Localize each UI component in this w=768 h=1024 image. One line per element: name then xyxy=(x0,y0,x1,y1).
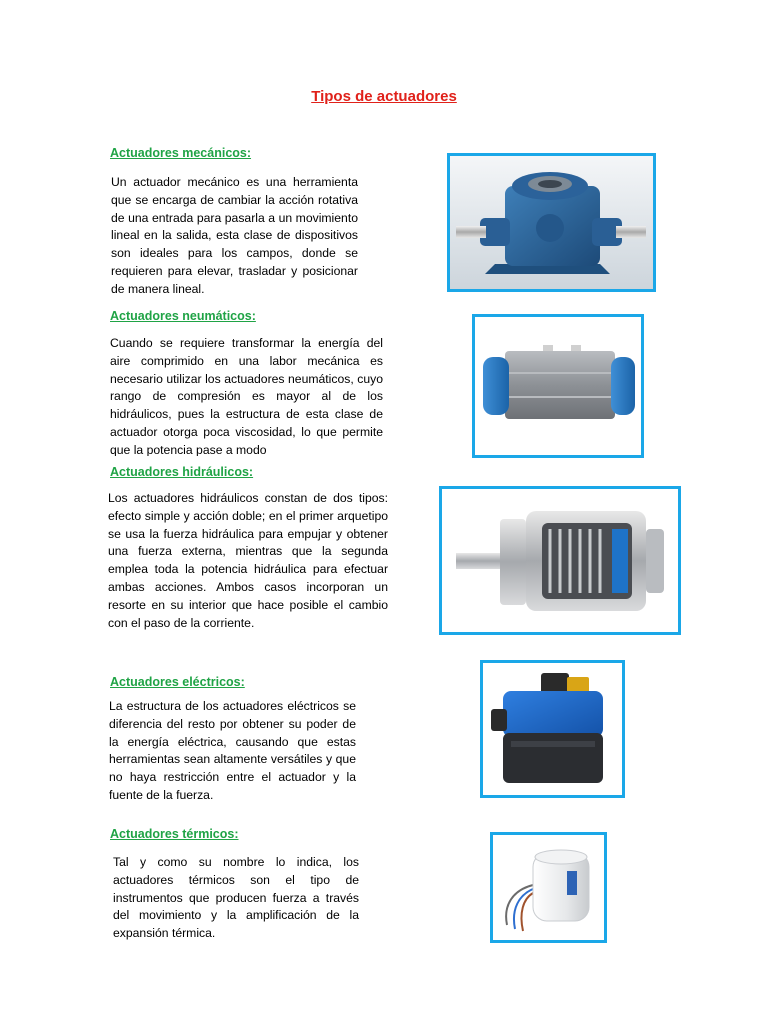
image-electricos xyxy=(480,660,625,798)
gearbox-actuator-icon xyxy=(450,156,653,289)
electric-actuator-icon xyxy=(483,663,622,795)
heading-mecanicos: Actuadores mecánicos: xyxy=(110,146,252,160)
thermal-actuator-icon xyxy=(493,835,604,940)
heading-neumaticos: Actuadores neumáticos: xyxy=(110,309,256,323)
page-title: Tipos de actuadores xyxy=(311,88,457,105)
text-electricos: La estructura de los actuadores eléctricos se diferencia del resto por obtener su poder de la energía eléctrica, causando que estas herramientas sean altamente versátiles y que no haya restricción entre el actuador y la fuente de la fuerza. xyxy=(109,699,356,802)
image-termicos xyxy=(490,832,607,943)
text-neumaticos: Cuando se requiere transformar la energía del aire comprimido en una labor mecánica es necesario utilizar los actuadores neumáticos, cuyo rango de compresión es mayor al de los hidráulicos, pues la estructura de esta clase de actuador otorga poca viscosidad, lo que permite que la potencia pase a modo xyxy=(110,336,383,456)
image-mecanicos xyxy=(447,153,656,292)
image-neumaticos xyxy=(472,314,644,458)
heading-termicos: Actuadores térmicos: xyxy=(110,827,239,841)
text-mecanicos: Un actuador mecánico es una herramienta que se encarga de cambiar la acción rotativa de una entrada para pasarla a un movimiento lineal en la salida, esta clase de dispositivos son ideales para los campos, donde se requieren para elevar, trasladar y posicionar de manera lineal. xyxy=(111,175,358,296)
text-termicos: Tal y como su nombre lo indica, los actuadores térmicos son el tipo de instrumentos que producen fuerza a través del movimiento y la amplificación de la expansión térmica. xyxy=(113,855,359,941)
pneumatic-actuator-icon xyxy=(475,317,641,455)
text-hidraulicos: Los actuadores hidráulicos constan de dos tipos: efecto simple y acción doble; en el primer arquetipo se usa la fuerza hidráulica para empujar y obtener una fuerza externa, mientras que la segunda emplea toda la potencia hidráulica para efectuar ambas acciones. Ambos casos incorporan un resorte en su interior que hace posible el cambio con el paso de la corriente. xyxy=(108,491,388,630)
image-hidraulicos xyxy=(439,486,681,635)
hydraulic-motor-cutaway-icon xyxy=(442,489,678,632)
heading-electricos: Actuadores eléctricos: xyxy=(110,675,245,689)
heading-hidraulicos: Actuadores hidráulicos: xyxy=(110,465,254,479)
